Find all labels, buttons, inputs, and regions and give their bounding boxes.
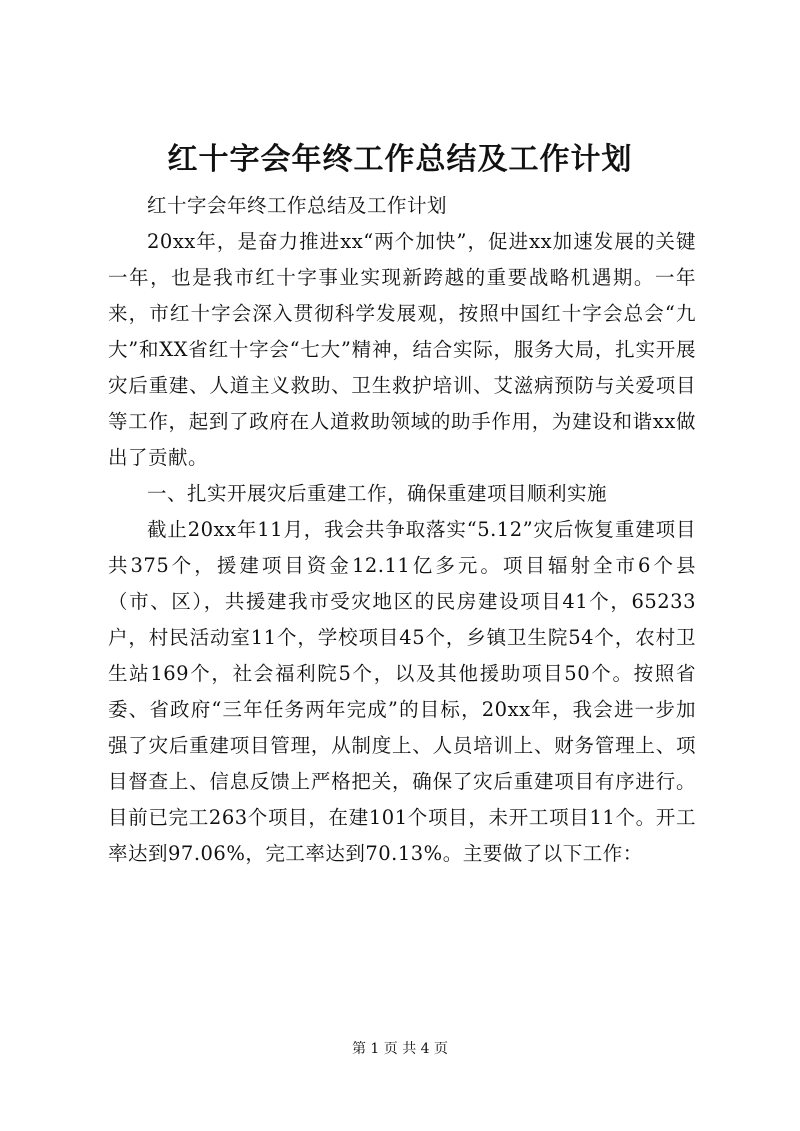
page-footer: 第 1 页 共 4 页 xyxy=(351,1041,449,1057)
paragraph-intro: 20xx年，是奋力推进xx“两个加快”，促进xx加速发展的关键一年，也是我市红十字事业实现新跨越的重要战略机遇期。一年来，市红十字会深入贯彻科学发展观，按照中国红十字会总会“九大”和XX省红十字会“七大”精神，结合实际，服务大局，扎实开展灾后重建、人道主义救助、卫生救护培训、艾滋病预防与关爱项目等工作，起到了政府在人道救助领域的助手作用，为建设和谐xx做出了贡献。 xyxy=(108,230,696,469)
document-title: 红十字会年终工作总结及工作计划 xyxy=(167,142,633,177)
paragraph-reconstruction: 截止20xx年11月，我会共争取落实“5.12”灾后恢复重建项目共375个，援建项目资金12.11亿多元。项目辐射全市6个县（市、区），共援建我市受灾地区的民房建设项目41个，65233户，村民活动室11个，学校项目45个，乡镇卫生院54个，农村卫生站169个，社会福利院5个，以及其他援助项目50个。按照省委、省政府“三年任务两年完成”的目标，20xx年，我会进一步加强了灾后重建项目管理，从制度上、人员培训上、财务管理上、项目督查上、信息反馈上严格把关，确保了灾后重建项目有序进行。目前已完工263个项目，在建101个项目，未开工项目11个。开工率达到97.06%，完工率达到70.13%。主要做了以下工作： xyxy=(108,518,696,865)
paragraph-subtitle: 红十字会年终工作总结及工作计划 xyxy=(147,194,448,217)
paragraph-section-heading: 一、扎实开展灾后重建工作，确保重建项目顺利实施 xyxy=(147,482,608,505)
document-body xyxy=(108,188,696,872)
